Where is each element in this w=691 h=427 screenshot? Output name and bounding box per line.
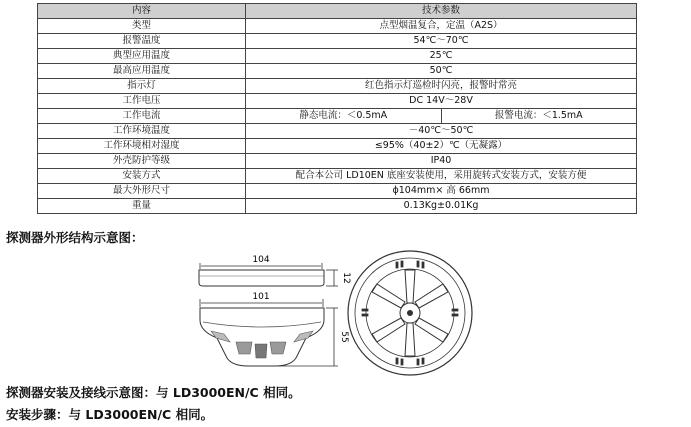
row-value: 50℃ [246,64,637,79]
row-label: 最高应用温度 [38,64,246,79]
row-label: 外壳防护等级 [38,154,246,169]
row-label: 最大外形尺寸 [38,184,246,199]
row-value: 54℃～70℃ [246,34,637,49]
row-label: 工作环境相对湿度 [38,139,246,154]
row-label: 指示灯 [38,79,246,94]
row-label: 报警温度 [38,34,246,49]
row-value: 点型烟温复合，定温（A2S） [246,19,637,34]
row-value: －40℃～50℃ [246,124,637,139]
cap-profile [199,270,324,286]
row-label: 工作电压 [38,94,246,109]
detector-body-side [200,308,324,366]
wiring-title: 探测器安装及接线示意图：与 LD3000EN/C 相同。 [6,385,301,400]
row-value: 25℃ [246,49,637,64]
install-steps: 安装步骤：与 LD3000EN/C 相同。 [6,407,214,422]
dim-body-height-label: 55 [339,331,349,343]
row-label: 工作环境温度 [38,124,246,139]
row-label: 类型 [38,19,246,34]
header-item: 内容 [38,4,246,19]
row-value-left: 静态电流：＜0.5mA [246,109,442,124]
row-value: IP40 [246,154,637,169]
dim-top-height [326,270,338,286]
row-label: 工作电流 [38,109,246,124]
header-value: 技术参数 [246,4,637,19]
detector-bottom-view [348,251,472,375]
row-label: 典型应用温度 [38,49,246,64]
dim-top-width-label: 104 [252,255,270,265]
row-label: 安装方式 [38,169,246,184]
row-label: 重量 [38,199,246,214]
dim-top-height-label: 12 [341,272,351,284]
row-value: DC 14V～28V [246,94,637,109]
dim-body-width-label: 101 [252,292,270,302]
diagram-title: 探测器外形结构示意图： [6,230,144,245]
row-value: 红色指示灯巡检时闪亮，报警时常亮 [246,79,637,94]
row-value: ϕ104mm× 高 66mm [246,184,637,199]
row-value: 配合本公司 LD10EN 底座安装使用，采用旋转式安装方式，安装方便 [246,169,637,184]
row-value: 0.13Kg±0.01Kg [246,199,637,214]
row-value-right: 报警电流：＜1.5mA [441,109,637,124]
row-value: ≤95%（40±2）℃（无凝露） [246,139,637,154]
